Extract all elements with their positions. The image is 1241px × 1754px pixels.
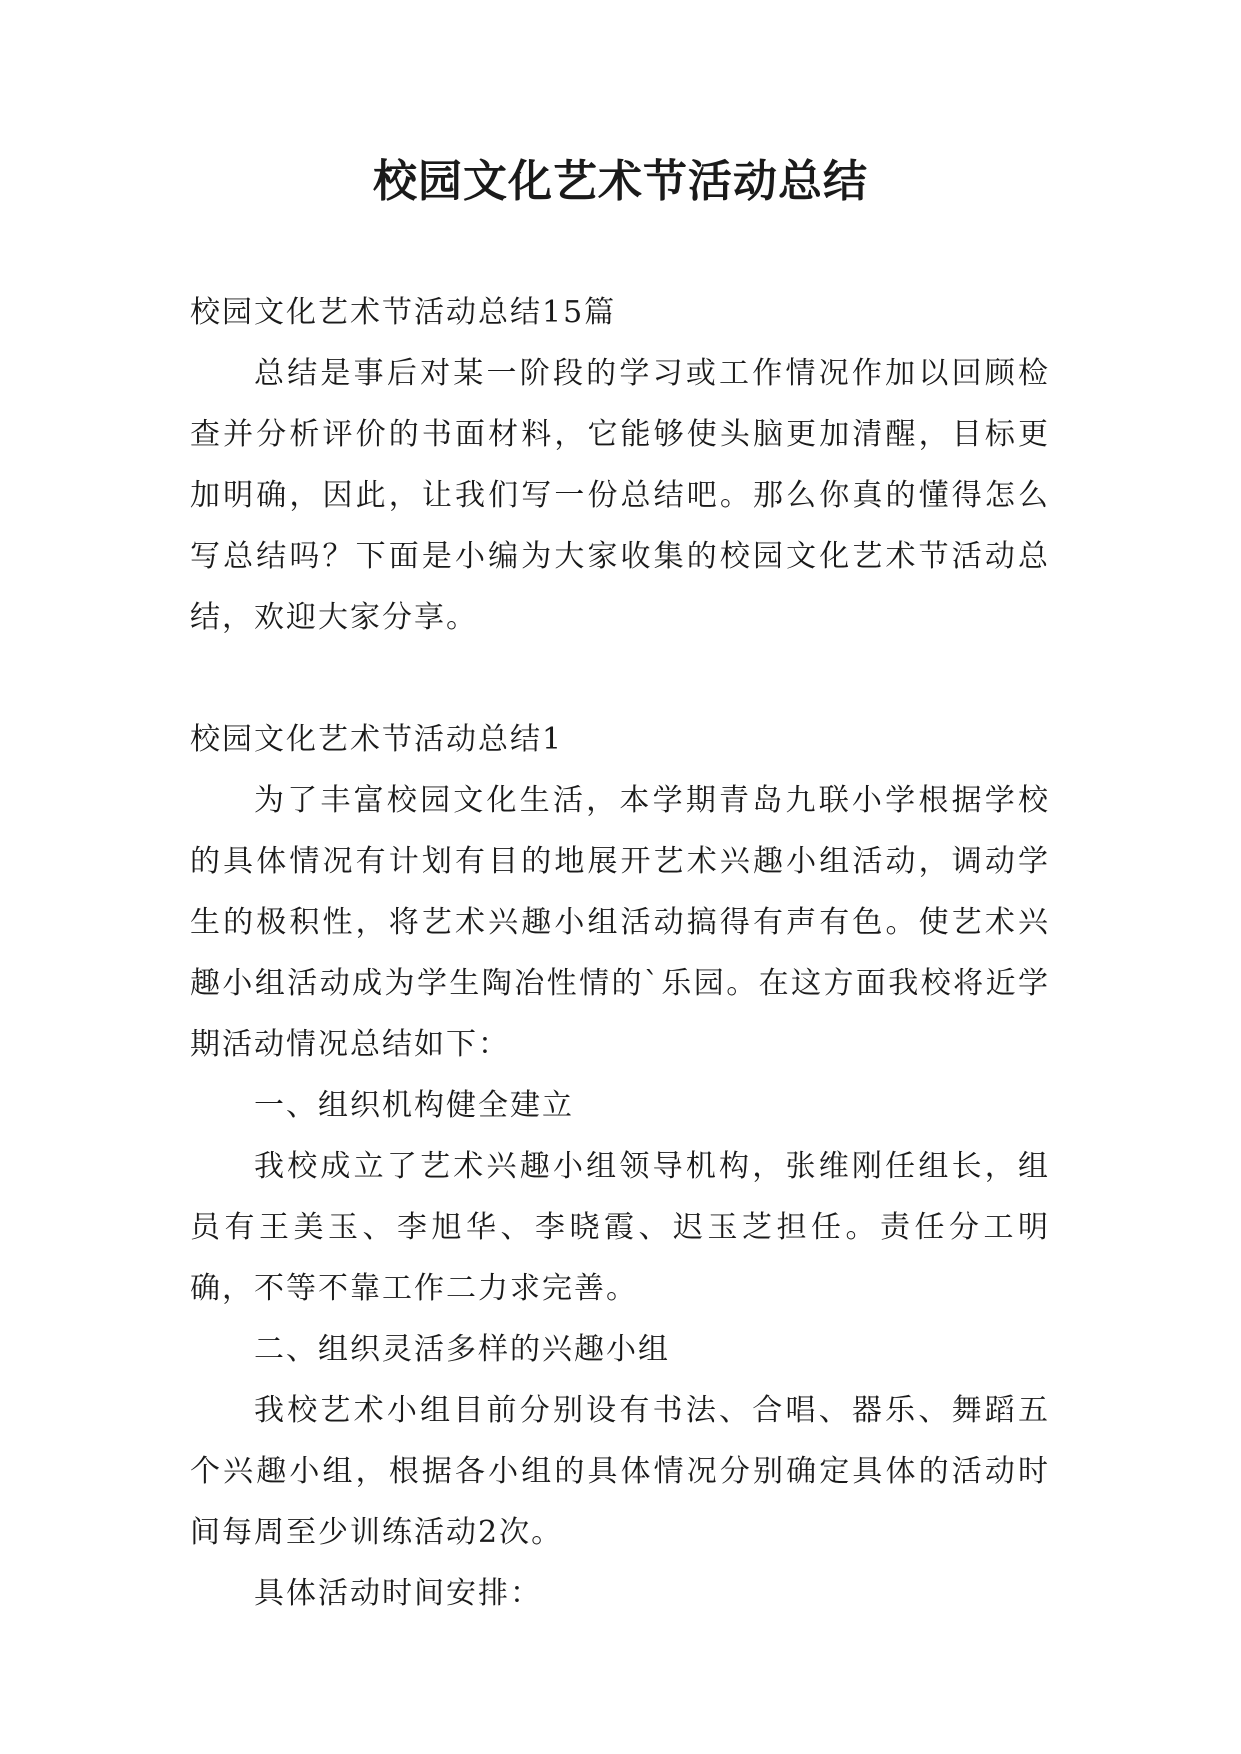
section-heading: 校园文化艺术节活动总结1 xyxy=(190,722,564,757)
paragraph-spacer xyxy=(190,648,1050,709)
document-subtitle: 校园文化艺术节活动总结15篇 xyxy=(190,295,617,330)
point-paragraph: 我校成立了艺术兴趣小组领导机构，张维刚任组长，组员有王美玉、李旭华、李晓霞、迟玉芝担任。责任分工明确，不等不靠工作二力求完善。 xyxy=(190,1149,1050,1306)
intro-paragraph: 总结是事后对某一阶段的学习或工作情况作加以回顾检查并分析评价的书面材料，它能够使头脑更加清醒，目标更加明确，因此，让我们写一份总结吧。那么你真的懂得怎么写总结吗？下面是小编为大家收集的校园文化艺术节活动总结，欢迎大家分享。 xyxy=(190,356,1050,635)
schedule-label: 具体活动时间安排： xyxy=(254,1576,542,1611)
section-paragraph: 为了丰富校园文化生活，本学期青岛九联小学根据学校的具体情况有计划有目的地展开艺术兴趣小组活动，调动学生的极积性，将艺术兴趣小组活动搞得有声有色。使艺术兴趣小组活动成为学生陶冶性情的`乐园。在这方面我校将近学期活动情况总结如下： xyxy=(190,783,1050,1062)
point-title: 二、组织灵活多样的兴趣小组 xyxy=(254,1332,670,1367)
point-paragraph: 我校艺术小组目前分别设有书法、合唱、器乐、舞蹈五个兴趣小组，根据各小组的具体情况分别确定具体的活动时间每周至少训练活动2次。 xyxy=(190,1393,1050,1550)
page-title: 校园文化艺术节活动总结 xyxy=(373,156,868,207)
document-body xyxy=(190,282,1050,1624)
point-title: 一、组织机构健全建立 xyxy=(254,1088,574,1123)
